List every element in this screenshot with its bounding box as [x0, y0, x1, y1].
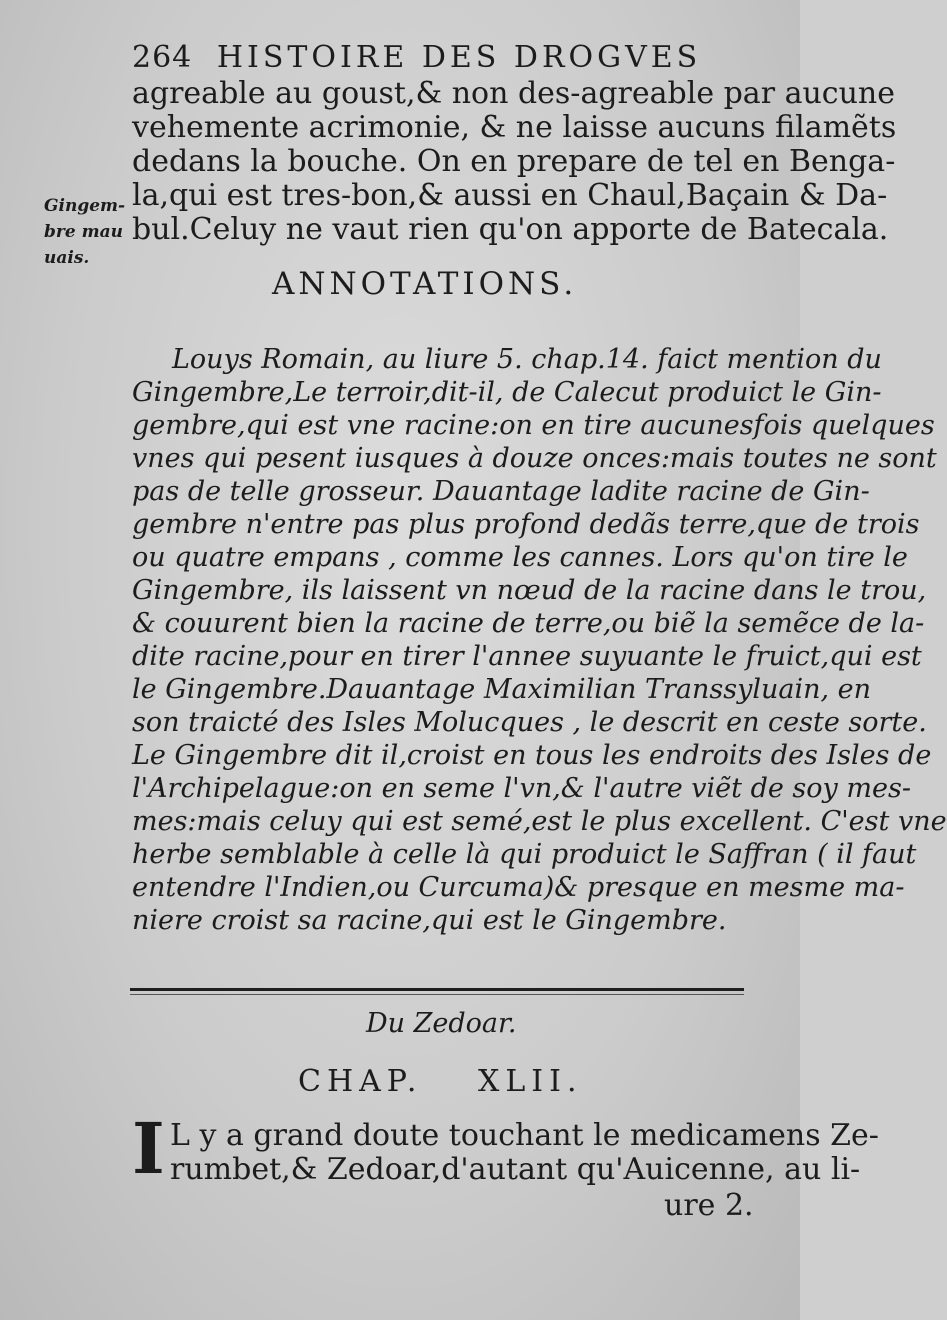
annotation-line: herbe semblable à celle là qui produict le Saffran ( il faut: [132, 839, 917, 870]
body-line: la,qui est tres-bon,& aussi en Chaul,Baçain & Da-: [132, 178, 888, 213]
annotation-line: Le Gingembre dit il,croist en tous les endroits des Isles de: [132, 740, 932, 771]
running-title: HISTOIRE DES DROGVES: [216, 40, 702, 75]
annotation-line: Louys Romain, au liure 5. chap.14. faict mention du: [172, 344, 882, 375]
annotation-line: gembre n'entre pas plus profond dedãs terre,que de trois: [132, 509, 920, 540]
page-number: 264: [132, 40, 193, 75]
annotation-line: mes:mais celuy qui est semé,est le plus excellent. C'est vne: [132, 806, 947, 837]
body-line: dedans la bouche. On en prepare de tel en Benga-: [132, 144, 896, 179]
annotation-line: Gingembre,Le terroir,dit-il, de Calecut produict le Gin-: [132, 377, 882, 408]
annotation-line: Gingembre, ils laissent vn nœud de la racine dans le trou,: [132, 575, 927, 606]
chapter-label: CHAP.: [298, 1064, 423, 1099]
chapter-text-line: ure 2.: [664, 1188, 754, 1223]
chapter-text-line: rumbet,& Zedoar,d'autant qu'Auicenne, au li-: [170, 1152, 861, 1187]
section-divider: [130, 988, 744, 991]
chapter-number: XLII.: [477, 1064, 583, 1099]
section-divider-thin: [130, 994, 744, 995]
body-line: bul.Celuy ne vaut rien qu'on apporte de Batecala.: [132, 212, 889, 247]
annotation-line: entendre l'Indien,ou Curcuma)& presque en mesme ma-: [132, 872, 905, 903]
margin-note-line: Gingem-: [44, 196, 126, 216]
annotation-line: dite racine,pour en tirer l'annee suyuante le fruict,qui est: [132, 641, 922, 672]
annotation-line: son traicté des Isles Molucques , le descrit en ceste sorte.: [132, 707, 927, 738]
annotation-line: gembre,qui est vne racine:on en tire aucunesfois quelques: [132, 410, 935, 441]
annotation-line: vnes qui pesent iusques à douze onces:mais toutes ne sont: [132, 443, 937, 474]
annotation-line: l'Archipelague:on en seme l'vn,& l'autre viẽt de soy mes-: [132, 773, 911, 804]
section-title: Du Zedoar.: [366, 1008, 517, 1039]
annotation-line: le Gingembre.Dauantage Maximilian Transsyluain, en: [132, 674, 872, 705]
running-header: [132, 40, 701, 75]
annotation-line: niere croist sa racine,qui est le Gingembre.: [132, 905, 727, 936]
annotation-line: pas de telle grosseur. Dauantage ladite racine de Gin-: [132, 476, 870, 507]
margin-note-line: bre mau: [44, 222, 123, 242]
body-line: agreable au goust,& non des-agreable par aucune: [132, 76, 895, 111]
body-line: vehemente acrimonie, & ne laisse aucuns filamẽts: [132, 110, 897, 145]
drop-cap: I: [132, 1107, 165, 1190]
annotation-line: & couurent bien la racine de terre,ou biẽ la semẽce de la-: [132, 608, 925, 639]
chapter-text-line: L y a grand doute touchant le medicamens Ze-: [170, 1118, 879, 1153]
annotation-line: ou quatre empans , comme les cannes. Lors qu'on tire le: [132, 542, 908, 573]
chapter-heading: [298, 1064, 583, 1099]
margin-note-line: uais.: [44, 248, 90, 268]
annotations-heading: ANNOTATIONS.: [272, 266, 578, 302]
